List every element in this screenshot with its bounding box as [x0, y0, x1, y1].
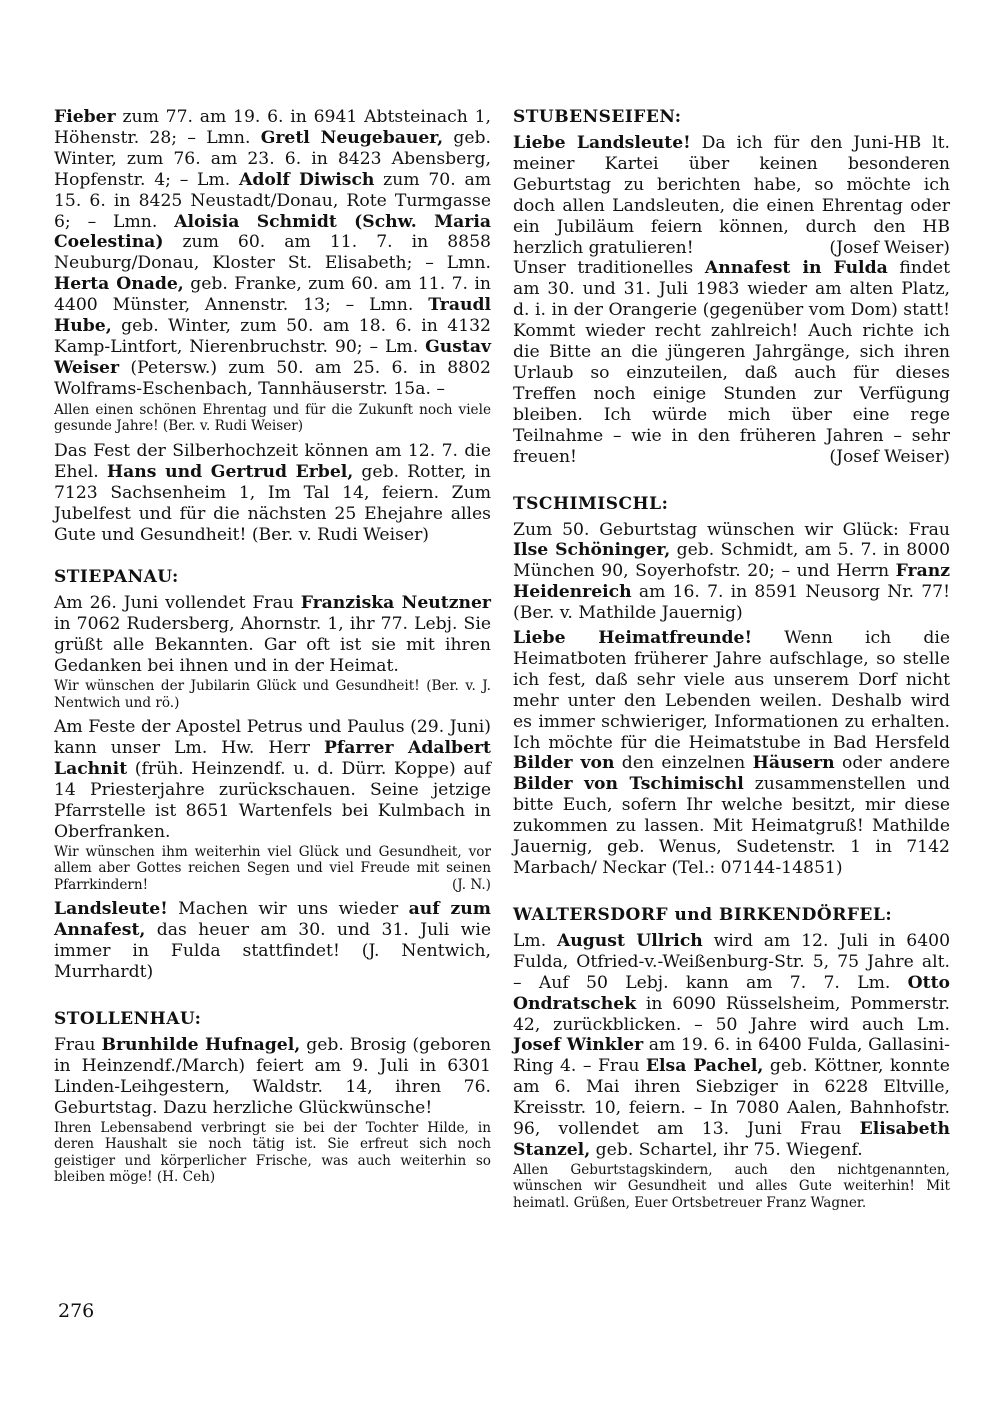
section-heading-stollenhau: STOLLENHAU:: [54, 1009, 202, 1030]
section-heading-stiepanau: STIEPANAU:: [54, 567, 179, 588]
apostel-paragraph: Am Feste der Apostel Petrus und Paulus (29. Juni) kann unser Lm. Hw. Herr Pfarrer Adalbert Lachnit (früh. Heinzendf. u. d. Dürr. Koppe) auf 14 Priesterjahre zurückschauen. Seine jetzige Pfarrstelle ist 8651 Wartenfels bei Kulmbach in Oberfranken.: [54, 717, 491, 842]
apostel-signature: (J. N.): [452, 876, 491, 893]
stubenseifen-paragraph: Liebe Landsleute! Da ich für den Juni-HB lt. meiner Kartei über keinen besonderen Geburtstag zu berichten habe, so möchte ich doch allen Landsleuten, die einen Ehrentag oder ein Jubiläum feiern können, durch den HB herzlich gratulieren! (Josef Weiser): [513, 133, 951, 258]
annafest-paragraph: Unser traditionelles Annafest in Fulda findet am 30. und 31. Juli 1983 wieder am alten Platz, d. i. in der Orangerie (gegenüber vom Dom) statt! Kommt wieder recht zahlreich! Auch richte ich die Bitte an die jüngeren Jahrgänge, sich ihren Urlaub so einzuteilen, daß auch für dieses Treffen noch einige Stunden zur Verfügung bleiben. Ich würde mich über eine rege Teilnahme – wie in den früheren Jahren – sehr freuen! (Josef Weiser): [513, 258, 951, 467]
stubenseifen-signature: (Josef Weiser): [829, 237, 950, 258]
silver-wedding-paragraph: Das Fest der Silberhochzeit können am 12. 7. die Ehel. Hans und Gertrud Erbel, geb. Rotter, in 7123 Sachsenheim 1, Im Tal 14, feiern. Zum Jubelfest und für die nächsten 25 Ehejahre alles Gute und Gesundheit! (Ber. v. Rudi Weiser): [54, 440, 491, 545]
left-column: [54, 107, 491, 1186]
birthday-wish-note: Allen einen schönen Ehrentag und für die Zukunft noch viele gesunde Jahre! (Ber. v. Rudi Weiser): [54, 401, 491, 435]
annafest-signature: (Josef Weiser): [829, 446, 950, 467]
heimatfreunde-paragraph: Liebe Heimatfreunde! Wenn ich die Heimatboten früherer Jahre aufschlage, so stelle ich fest, daß sehr viele aus unserem Dorf nicht mehr unter den Lebenden weilen. Deshalb wird es immer schwieriger, Informationen zu erhalten. Ich möchte für die Heimatstube in Bad Hersfeld Bilder von den einzelnen Häusern oder andere Bilder von Tschimischl zusammenstellen und bitte Euch, sofern Ihr welche besitzt, mir diese zukommen zu lassen. Mit Heimatgruß! Mathilde Jauernig, geb. Wenus, Sudetenstr. 1 in 7142 Marbach/ Neckar (Tel.: 07144-14851): [513, 628, 951, 878]
apostel-wish-note: Wir wünschen ihm weiterhin viel Glück und Gesundheit, vor allem aber Gottes reichen Segen und viel Freude mit seinen Pfarrkindern! (J. N.): [54, 843, 491, 893]
section-heading-waltersdorf: WALTERSDORF und BIRKENDÖRFEL:: [513, 904, 893, 925]
section-heading-tschimischl: TSCHIMISCHL:: [513, 493, 669, 514]
page-number: 276: [58, 1300, 95, 1322]
section-heading-stubenseifen: STUBENSEIFEN:: [513, 107, 682, 127]
stollenhau-paragraph: Frau Brunhilde Hufnagel, geb. Brosig (geboren in Heinzendf./March) feiert am 9. Juli in 6301 Linden-Leihgestern, Waldstr. 14, ihren 76. Geburtstag. Dazu herzliche Glückwünsche!: [54, 1035, 492, 1118]
birthday-list-paragraph: Fieber zum 77. am 19. 6. in 6941 Abtsteinach 1, Höhenstr. 28; – Lmn. Gretl Neugebauer, geb. Winter, zum 76. am 23. 6. in 8423 Abensberg, Hopfenstr. 4; – Lm. Adolf Diwisch zum 70. am 15. 6. in 8425 Neustadt/Donau, Rote Turmgasse 6; – Lmn. Aloisia Schmidt (Schw. Maria Coelestina) zum 60. am 11. 7. in 8858 Neuburg/Donau, Kloster St. Elisabeth; – Lmn. Herta Onade, geb. Franke, zum 60. am 11. 7. in 4400 Münster, Annenstr. 13; – Lmn. Traudl Hube, geb. Winter, zum 50. am 18. 6. in 4132 Kamp-Lintfort, Nierenbruchstr. 90; – Lm. Gustav Weiser (Petersw.) zum 50. am 25. 6. in 8802 Wolframs-Eschenbach, Tannhäuserstr. 15a. –: [54, 107, 491, 399]
stiepanau-wish-note: Wir wünschen der Jubilarin Glück und Gesundheit! (Ber. v. J. Nentwich und rö.): [54, 678, 491, 711]
stollenhau-note: Ihren Lebensabend verbringt sie bei der Tochter Hilde, in deren Haushalt sie noch tätig ist. Sie erfreut sich noch geistiger und körperlicher Frische, was auch weiterhin so bleiben möge! (H. Ceh): [54, 1119, 491, 1186]
stiepanau-paragraph: Am 26. Juni vollendet Frau Franziska Neutzner in 7062 Rudersberg, Ahornstr. 1, ihr 77. Lebj. Sie grüßt alle Bekannten. Gar oft ist sie mit ihren Gedanken bei ihnen und in der Heimat.: [54, 593, 491, 677]
tschimischl-paragraph: Zum 50. Geburtstag wünschen wir Glück: Frau Ilse Schöninger, geb. Schmidt, am 5. 7. in 8000 München 90, Soyerhofstr. 20; – und Herrn Franz Heidenreich am 16. 7. in 8591 Neusorg Nr. 77! (Ber. v. Mathilde Jauernig): [513, 519, 951, 624]
annafest-call-paragraph: Landsleute! Machen wir uns wieder auf zum Annafest, das heuer am 30. und 31. Juli wie immer in Fulda stattfindet! (J. Nentwich, Murrhardt): [54, 899, 491, 983]
right-column: [513, 107, 950, 1212]
waltersdorf-note: Allen Geburtstagskindern, auch den nichtgenannten, wünschen wir Gesundheit und alles Gute weiterhin! Mit heimatl. Grüßen, Euer Ortsbetreuer Franz Wagner.: [513, 1161, 950, 1212]
waltersdorf-paragraph: Lm. August Ullrich wird am 12. Juli in 6400 Fulda, Otfried-v.-Weißenburg-Str. 5, 75 Jahre alt. – Auf 50 Lebj. kann am 7. 7. Lm. Otto Ondratschek in 6090 Rüsselsheim, Pommerstr. 42, zurückblicken. – 50 Jahre wird auch Lm. Josef Winkler am 19. 6. in 6400 Fulda, Gallasini-Ring 4. – Frau Elsa Pachel, geb. Köttner, konnte am 6. Mai ihren Siebziger in 6228 Eltville, Kreisstr. 10, feiern. – In 7080 Aalen, Bahnhofstr. 96, vollendet am 13. Juni Frau Elisabeth Stanzel, geb. Schartel, ihr 75. Wiegenf.: [513, 930, 950, 1160]
